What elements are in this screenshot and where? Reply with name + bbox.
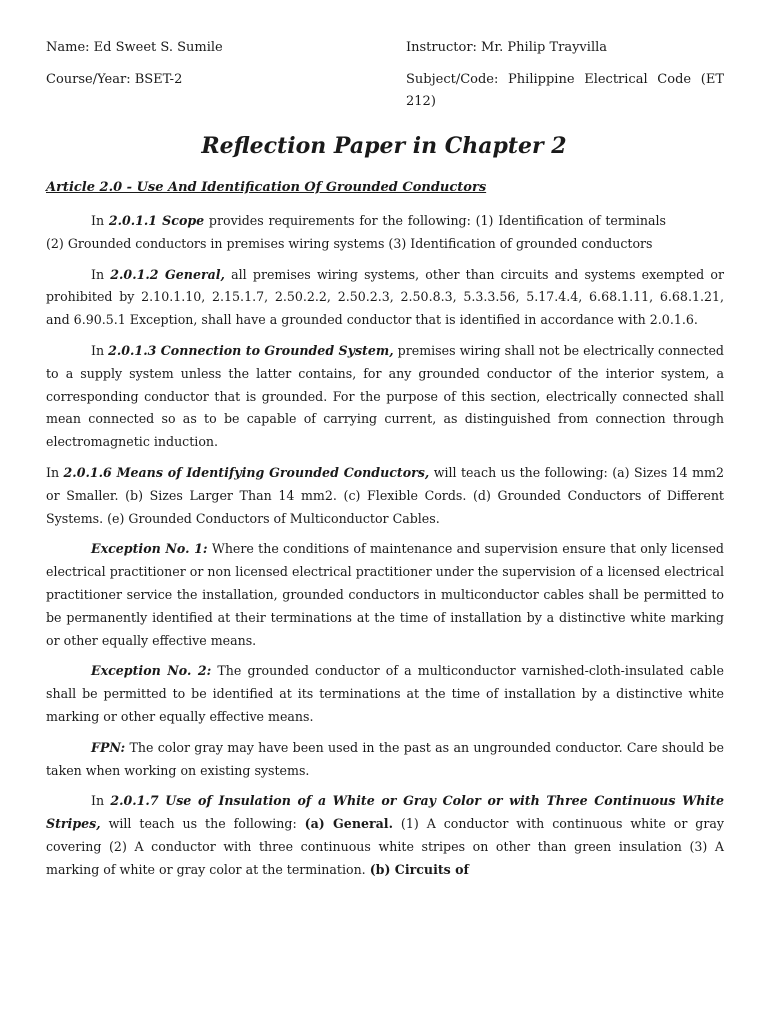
term-insulation: 2.0.1.7 Use of Insulation of a White or Gray Color or with Three Continuous White Stripes, [46, 793, 724, 832]
term-connection: 2.0.1.3 Connection to Grounded System, [108, 342, 394, 358]
term-exception-2: Exception No. 2: [91, 663, 212, 679]
term-means: 2.0.1.6 Means of Identifying Grounded Conductors, [63, 464, 430, 480]
paragraph-means: In 2.0.1.6 Means of Identifying Grounded Conductors, will teach us the following: (a) Sizes 14 mm2 or Smaller. (b) Sizes Larger Than 14 mm2. (c) Flexible Cords. (d) Grounded Conductors of Different Systems. (e) Grounded Conductors of Multiconductor Cables. [46, 464, 725, 526]
student-name: Name: Ed Sweet S. Sumile [46, 40, 223, 55]
paragraph-general: In 2.0.1.2 General, all premises wiring systems, other than circuits and systems exempted or prohibited by 2.10.1.10, 2.15.1.7, 2.50.2.2, 2.50.2.3, 2.50.8.3, 5.3.3.56, 5.17.4.4, 6.68.1.11, 6.68.1.21, and 6.90.5.1 Exception, shall have a grounded conductor that is identified in accordance with 2.0.1.6. [46, 266, 724, 328]
term-circuits-b: (b) Circuits of [369, 861, 469, 877]
paragraph-insulation: In 2.0.1.7 Use of Insulation of a White or Gray Color or with Three Continuous White Stripes, will teach us the following: (a) General. (1) A conductor with continuous white or gray covering (2) A conductor with three continuous white stripes on other than green insulation (3) A marking of white or gray color at the termination. (b) Circuits of [46, 793, 724, 877]
paragraph-connection: In 2.0.1.3 Connection to Grounded System, premises wiring shall not be electrically connected to a supply system unless the latter contains, for any grounded conductor of the interior system, a corresponding conductor that is grounded. For the purpose of this section, electrically connected shall mean connected so as to be capable of carrying current, as distinguished from connection through electromagnetic induction. [46, 342, 724, 450]
term-general-a: (a) General. [304, 816, 393, 832]
page-title: Reflection Paper in Chapter 2 [201, 133, 567, 159]
instructor-name: Instructor: Mr. Philip Trayvilla [406, 40, 608, 55]
article-heading: Article 2.0 - Use And Identification Of Grounded Conductors [46, 180, 487, 195]
document-body [46, 210, 724, 890]
term-exception-1: Exception No. 1: [91, 541, 208, 557]
paragraph-fpn: FPN: The color gray may have been used in the past as an ungrounded conductor. Care should be taken when working on existing systems. [46, 739, 724, 778]
paragraph-exception-1: Exception No. 1: Where the conditions of maintenance and supervision ensure that only licensed electrical practitioner or non licensed electrical practitioner under the supervision of a licensed electrical practitioner service the installation, grounded conductors in multiconductor cables shall be permitted to be permanently identified at their terminations at the time of installation by a distinctive white marking or other equally effective means. [46, 541, 724, 648]
term-fpn: FPN: [91, 739, 126, 755]
term-general: 2.0.1.2 General, [110, 266, 225, 282]
paragraph-exception-2: Exception No. 2: The grounded conductor of a multiconductor varnished-cloth-insulated cable shall be permitted to be identified at its terminations at the time of installation by a distinctive white marking or other equally effective means. [46, 663, 724, 724]
term-scope: 2.0.1.1 Scope [108, 213, 205, 228]
course-year: Course/Year: BSET-2 [46, 72, 183, 87]
subject-code: Subject/Code: Philippine Electrical Code (ET 212) [406, 72, 724, 109]
paragraph-scope: In 2.0.1.1 Scope provides requirements for the following: (1) Identification of terminals(2) Grounded conductors in premises wiring systems (3) Identification of grounded conductors [46, 213, 666, 251]
